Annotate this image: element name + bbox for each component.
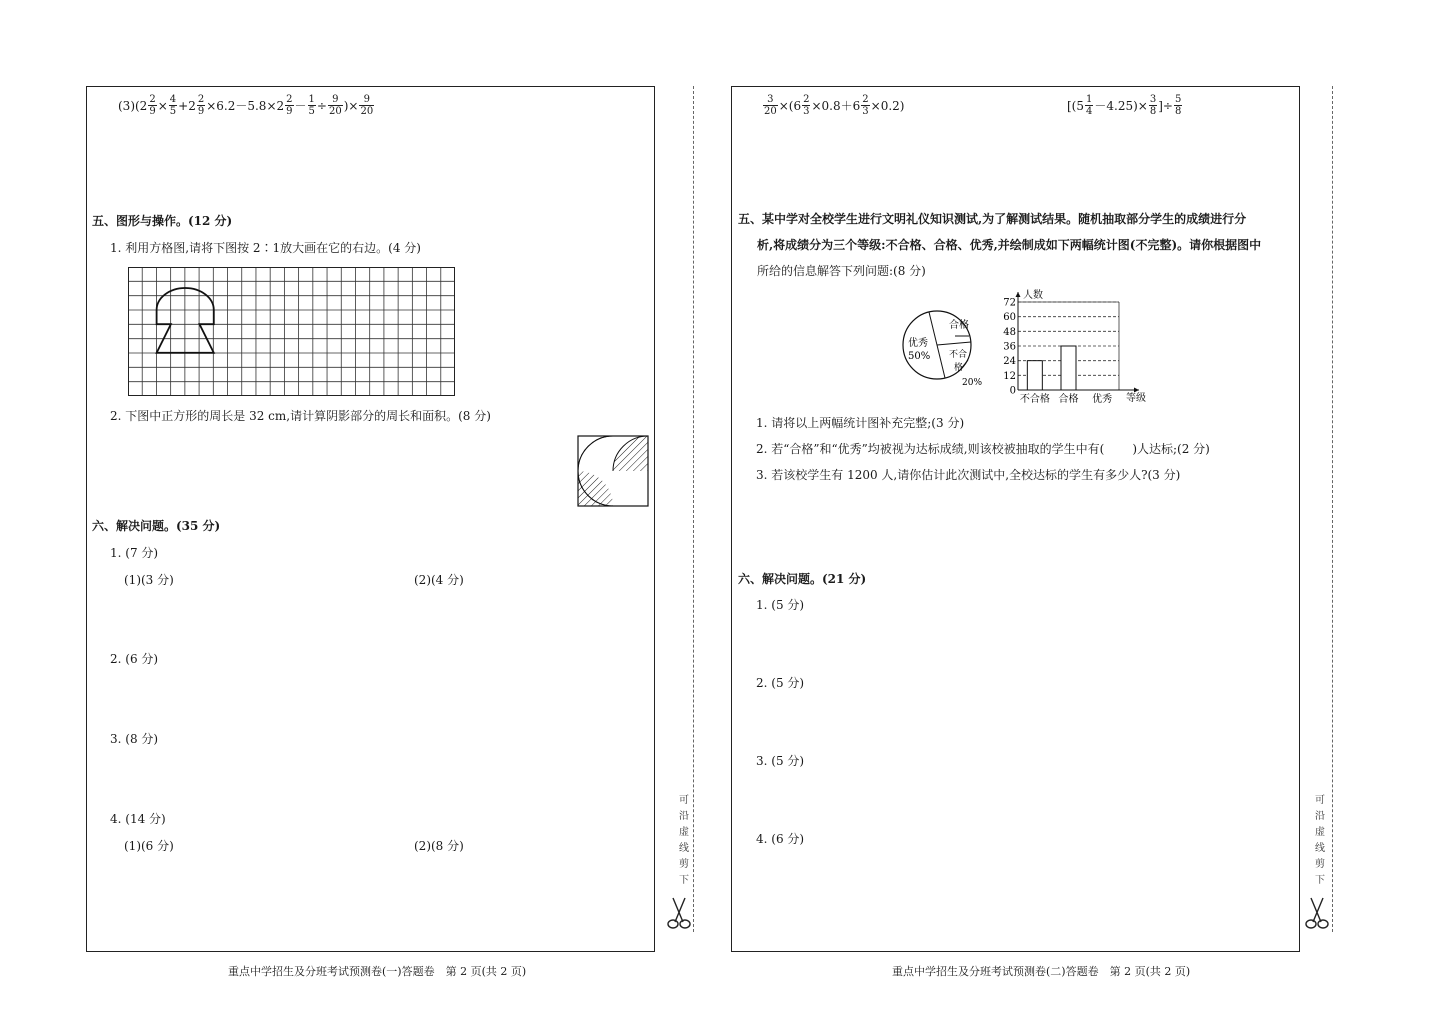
bar-1 bbox=[1061, 346, 1076, 390]
x-tick-label: 合格 bbox=[1058, 394, 1079, 405]
section-5-text-line-3: 所给的信息解答下列问题:(8 分) bbox=[757, 264, 926, 278]
section-5-text-line-1: 五、某中学对全校学生进行文明礼仪知识测试,为了解测试结果。随机抽取部分学生的成绩进行分 bbox=[738, 212, 1247, 226]
numerator: 3 bbox=[763, 94, 778, 106]
numerator: 9 bbox=[328, 94, 343, 106]
scissors-icon bbox=[665, 896, 693, 930]
pie-label-fail-2: 格 bbox=[954, 363, 964, 373]
fraction bbox=[1174, 94, 1182, 117]
section-5-question-1: 1. 利用方格图,请将下图按 2∶1放大画在它的右边。(4 分) bbox=[110, 241, 421, 255]
cut-instruction: 可沿虚线剪下 bbox=[1315, 795, 1325, 886]
y-tick-label: 60 bbox=[1003, 312, 1016, 324]
numerator: 5 bbox=[1174, 94, 1182, 105]
section-5-question-3: 3. 若该校学生有 1200 人,请你估计此次测试中,全校达标的学生有多少人?(3 分) bbox=[756, 468, 1181, 482]
scissors-icon bbox=[1303, 896, 1331, 930]
cut-instruction: 可沿虚线剪下 bbox=[679, 795, 689, 886]
fraction bbox=[197, 94, 205, 117]
denominator: 9 bbox=[197, 106, 205, 117]
expr-part: )× bbox=[343, 98, 359, 113]
y-tick-label: 24 bbox=[1003, 356, 1016, 368]
section-6-question-1-part-1: (1)(3 分) bbox=[124, 573, 174, 587]
section-6-question-2: 2. (6 分) bbox=[110, 652, 159, 666]
y-axis-label: 人数 bbox=[1023, 290, 1043, 301]
x-tick-label: 优秀 bbox=[1092, 394, 1113, 405]
section-5-question-2: 2. 下图中正方形的周长是 32 cm,请计算阴影部分的周长和面积。(8 分) bbox=[110, 409, 491, 423]
section-5-question-2 bbox=[756, 441, 1210, 457]
expr-part: ÷ bbox=[316, 98, 327, 113]
fraction bbox=[328, 94, 343, 117]
section-6-question-4: 4. (14 分) bbox=[110, 812, 166, 826]
denominator: 9 bbox=[286, 106, 293, 117]
page-footer: 重点中学招生及分班考试预测卷(一)答题卷 第 2 页(共 2 页) bbox=[228, 965, 527, 978]
section-6-question-2: 2. (5 分) bbox=[756, 676, 805, 690]
x-tick-labels bbox=[1020, 392, 1112, 405]
section-5-title: 五、图形与操作。(12 分) bbox=[92, 214, 233, 228]
numerator: 2 bbox=[803, 94, 810, 105]
shaded-leaf bbox=[613, 436, 648, 471]
y-tick-label: 72 bbox=[1003, 297, 1016, 309]
fraction bbox=[1085, 94, 1093, 117]
y-tick-label: 12 bbox=[1003, 370, 1016, 382]
fraction bbox=[308, 94, 316, 117]
expr-part: － bbox=[294, 98, 307, 113]
numerator: 3 bbox=[1149, 94, 1157, 105]
expr-part: ×6.2－5.8×2 bbox=[206, 98, 285, 113]
answer-sheet-right bbox=[720, 0, 1440, 1020]
page-footer: 重点中学招生及分班考试预测卷(二)答题卷 第 2 页(共 2 页) bbox=[892, 965, 1191, 978]
x-tick-label: 不合格 bbox=[1019, 394, 1050, 405]
denominator: 8 bbox=[1174, 106, 1182, 117]
numerator: 9 bbox=[359, 94, 374, 106]
denominator: 8 bbox=[1149, 106, 1157, 117]
section-6-question-1: 1. (5 分) bbox=[756, 598, 805, 612]
denominator: 20 bbox=[360, 106, 374, 117]
y-tick-label: 0 bbox=[1009, 385, 1016, 397]
problem-number: (3) bbox=[118, 98, 135, 113]
fraction bbox=[802, 94, 810, 117]
calc-problem-3 bbox=[118, 94, 375, 117]
section-6-question-3: 3. (8 分) bbox=[110, 732, 159, 746]
section-6-question-1-part-2: (2)(4 分) bbox=[414, 573, 464, 587]
section-5-text-line-2: 析,将成绩分为三个等级:不合格、合格、优秀,并绘制成如下两幅统计图(不完整)。请你根据图中 bbox=[757, 238, 1262, 252]
bars bbox=[1027, 346, 1076, 390]
denominator: 20 bbox=[764, 106, 777, 117]
cut-line bbox=[1332, 86, 1333, 932]
x-axis-label: 等级 bbox=[1126, 393, 1146, 404]
expr-part: ×(6 bbox=[778, 98, 802, 113]
bar-chart bbox=[996, 286, 1156, 406]
pie-pct-excellent: 50% bbox=[908, 351, 931, 362]
fraction bbox=[148, 94, 156, 117]
calc-problem-b bbox=[1067, 94, 1183, 117]
numerator: 2 bbox=[149, 94, 156, 105]
section-5-question-1: 1. 请将以上两幅统计图补充完整;(3 分) bbox=[756, 416, 965, 430]
denominator: 5 bbox=[169, 106, 177, 117]
pie-pct-fail: 20% bbox=[962, 378, 983, 388]
cut-line bbox=[693, 86, 694, 932]
numerator: 2 bbox=[862, 94, 869, 105]
expr-part: －4.25)× bbox=[1094, 98, 1148, 113]
denominator: 9 bbox=[149, 106, 156, 117]
fraction bbox=[1149, 94, 1157, 117]
fraction bbox=[763, 94, 778, 117]
grid-lines bbox=[128, 267, 455, 396]
expr-part: +2 bbox=[178, 98, 196, 113]
shaded-square-figure bbox=[577, 435, 649, 507]
x-axis-arrow bbox=[1134, 388, 1139, 393]
section-6-question-4: 4. (6 分) bbox=[756, 832, 805, 846]
denominator: 3 bbox=[803, 106, 810, 117]
shaded-region bbox=[578, 471, 613, 506]
numerator: 2 bbox=[286, 94, 293, 105]
fraction bbox=[861, 94, 869, 117]
section-6-title: 六、解决问题。(21 分) bbox=[738, 572, 867, 586]
y-axis-arrow bbox=[1016, 292, 1021, 297]
expr-part: ×0.8＋6 bbox=[811, 98, 861, 113]
denominator: 5 bbox=[308, 106, 315, 117]
y-tick-label: 48 bbox=[1003, 326, 1016, 338]
section-6-question-4-part-1: (1)(6 分) bbox=[124, 839, 174, 853]
numerator: 2 bbox=[197, 94, 205, 105]
expr-part: ×0.2) bbox=[870, 98, 905, 113]
numerator: 1 bbox=[308, 94, 315, 105]
bar-0 bbox=[1027, 361, 1042, 390]
y-tick-label: 36 bbox=[1003, 341, 1016, 353]
expr-part: ]÷ bbox=[1158, 98, 1173, 113]
expr-part: [(5 bbox=[1067, 98, 1084, 113]
question-2-text-b: )人达标;(2 分) bbox=[1132, 442, 1210, 456]
section-6-title: 六、解决问题。(35 分) bbox=[92, 519, 221, 533]
numerator: 4 bbox=[169, 94, 177, 105]
fraction bbox=[359, 94, 374, 117]
pie-chart bbox=[900, 305, 990, 390]
fraction bbox=[169, 94, 177, 117]
numerator: 1 bbox=[1086, 94, 1093, 105]
question-2-text-a: 2. 若“合格”和“优秀”均被视为达标成绩,则该校被抽取的学生中有( bbox=[756, 442, 1105, 456]
section-6-question-1: 1. (7 分) bbox=[110, 546, 159, 560]
fraction bbox=[285, 94, 293, 117]
pie-label-excellent: 优秀 bbox=[908, 338, 928, 349]
calc-problem-a bbox=[762, 94, 904, 117]
section-6-question-3: 3. (5 分) bbox=[756, 754, 805, 768]
denominator: 3 bbox=[862, 106, 869, 117]
grid-border bbox=[129, 268, 455, 396]
expr-part: × bbox=[157, 98, 168, 113]
pie-label-pass: 合格 bbox=[949, 320, 969, 331]
denominator: 20 bbox=[328, 106, 342, 117]
pie-label-fail-1: 不合 bbox=[949, 350, 968, 360]
y-tick-labels bbox=[1003, 298, 1016, 397]
grid-figure bbox=[128, 267, 455, 396]
denominator: 4 bbox=[1086, 106, 1093, 117]
expr-part: (2 bbox=[135, 98, 148, 113]
section-6-question-4-part-2: (2)(8 分) bbox=[414, 839, 464, 853]
